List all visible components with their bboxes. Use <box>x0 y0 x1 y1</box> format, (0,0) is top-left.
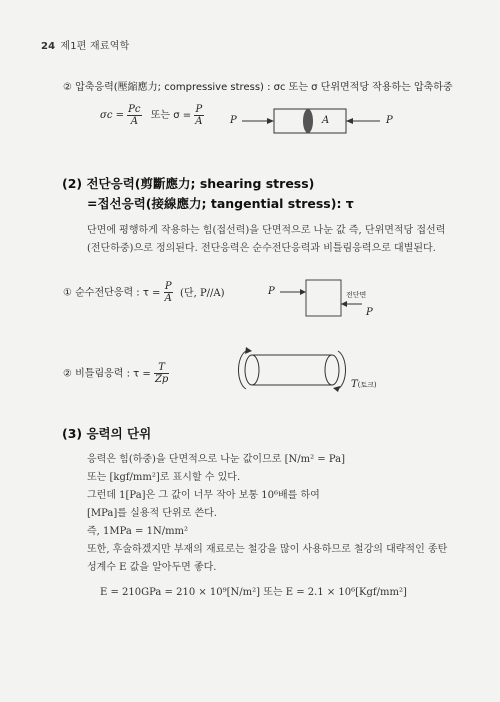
chapter-title: 제1편 재료역학 <box>60 41 130 52</box>
fraction-numerator: T <box>154 362 169 374</box>
shear-paragraph-line2: (전단하중)으로 정의된다. 전단응력은 순수전단응력과 비틀림응력으로 대별된다. <box>87 243 436 254</box>
units-line-4: [MPa]를 실용적 단위로 쓴다. <box>87 508 217 519</box>
compression-left-p: P <box>230 115 237 126</box>
fraction-denominator: A <box>130 116 138 127</box>
formula-lhs: σc = <box>100 110 124 121</box>
shear-plane-label: 전단면 <box>346 291 367 299</box>
fraction-denominator: A <box>164 293 172 304</box>
torsion-diagram <box>240 345 350 395</box>
page-number: 24 <box>41 41 56 52</box>
compressive-formula <box>100 104 204 127</box>
formula-or: 또는 σ = <box>150 110 192 121</box>
formula-fraction-2 <box>194 104 203 127</box>
units-line-6: 또한, 후술하겠지만 부재의 재료로는 철강을 많이 사용하므로 철강의 대략적인 종탄 <box>87 544 448 555</box>
fraction-denominator: Zp <box>154 374 169 385</box>
compressive-stress-label: ② 압축응력(壓縮應力; compressive stress) : σc 또는 σ 단위면적당 작용하는 압축하중 <box>63 82 453 93</box>
units-line-2: 또는 [kgf/mm²]로 표시할 수 있다. <box>87 472 241 483</box>
formula-fraction <box>127 104 141 127</box>
pure-shear-left-p: P <box>268 286 275 297</box>
torque-caption: (토크) <box>357 381 377 389</box>
units-line-7: 성계수 E 값을 알아두면 좋다. <box>87 562 217 573</box>
fraction-numerator: P <box>164 281 172 292</box>
pure-shear-formula <box>63 281 225 304</box>
pure-shear-fraction <box>164 281 173 304</box>
shear-heading-line1: (2) 전단응력(剪斷應力; shearing stress) <box>62 176 315 191</box>
compression-right-p: P <box>386 115 393 126</box>
shear-paragraph-line1: 단면에 평행하게 작용하는 힘(접선력)을 단면적으로 나눈 값 즉, 단위면적당 접선력 <box>87 225 446 236</box>
fraction-numerator: Pc <box>128 104 141 115</box>
torsion-formula <box>63 362 169 385</box>
pure-shear-label: ① 순수전단응력 : τ = <box>63 287 161 299</box>
units-heading: (3) 응력의 단위 <box>62 426 152 441</box>
fraction-numerator: P <box>195 104 203 115</box>
units-line-3: 그런데 1[Pa]은 그 값이 너무 작아 보통 10⁶배를 하여 <box>87 490 320 501</box>
torsion-label: ② 비틀림응력 : τ = <box>63 368 151 380</box>
shear-heading-line2: =접선응력(接線應力; tangential stress): τ <box>87 196 354 211</box>
torque-symbol: T <box>351 379 358 390</box>
units-line-5: 즉, 1MPa = 1N/mm² <box>87 526 189 537</box>
torsion-t-label <box>351 379 377 390</box>
units-line-1: 응력은 힘(하중)을 단면적으로 나눈 값이므로 [N/m² = Pa] <box>87 454 345 465</box>
torsion-fraction <box>154 362 169 385</box>
page-header <box>41 37 129 52</box>
pure-shear-condition: (단, P//A) <box>180 287 225 299</box>
pure-shear-right-p: P <box>366 307 373 318</box>
compression-area-a: A <box>322 115 330 126</box>
fraction-denominator: A <box>195 116 203 127</box>
steel-modulus-formula: E = 210GPa = 210 × 10⁹[N/m²] 또는 E = 2.1 × 10⁶[Kgf/mm²] <box>100 587 407 598</box>
